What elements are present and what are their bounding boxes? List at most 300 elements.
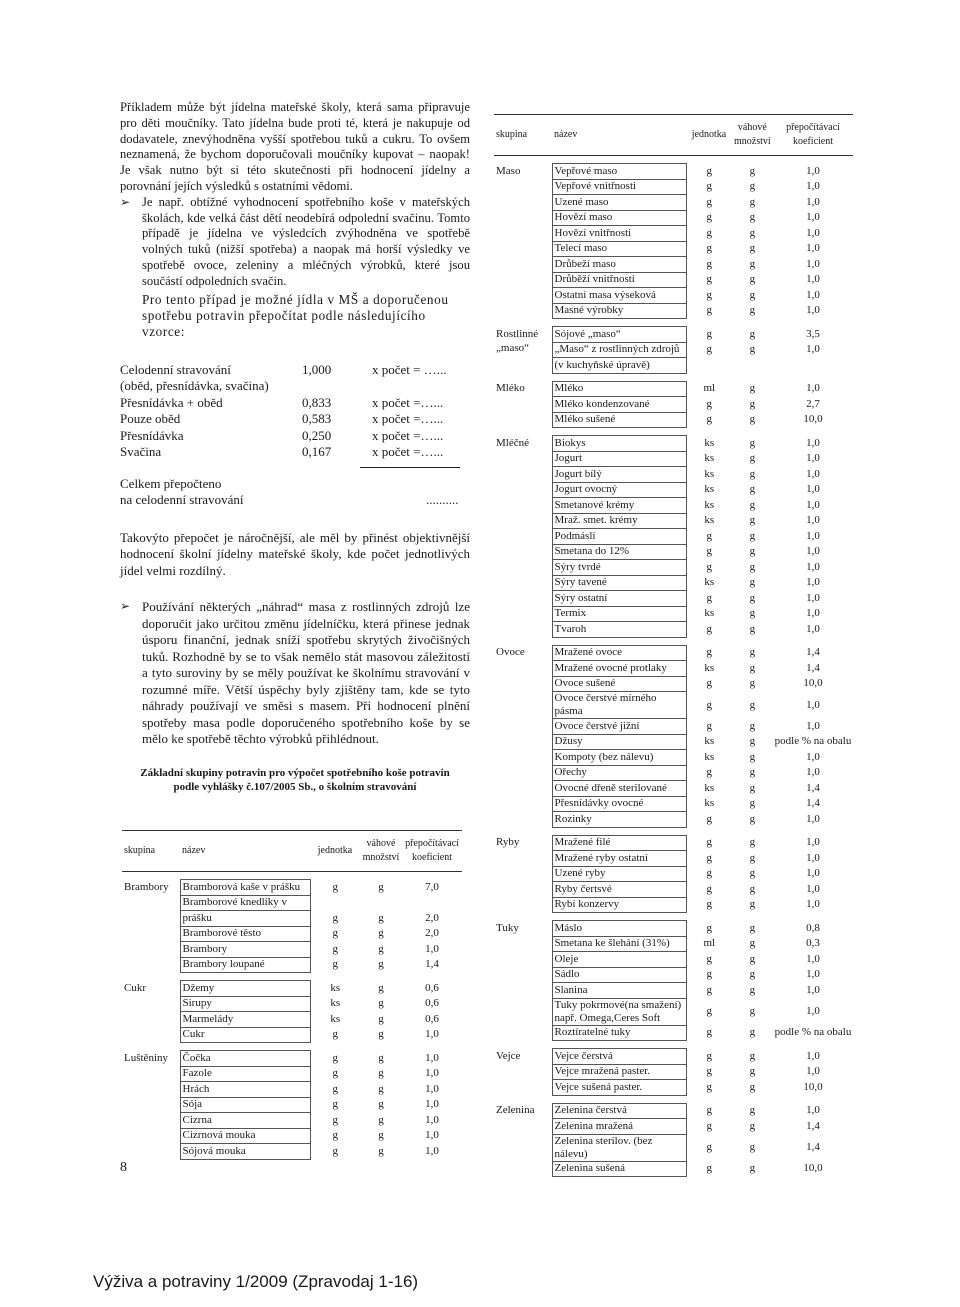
- table-header-row: [494, 115, 853, 156]
- header-vahove: váhové množství: [734, 122, 771, 147]
- item-weight-unit: g: [749, 560, 756, 573]
- item-coefficient: 1,0: [806, 483, 820, 496]
- item-coefficient: 1,0: [806, 867, 820, 880]
- item-coefficient: 1,0: [806, 382, 820, 395]
- header-nazev: název: [554, 129, 578, 140]
- group-label: Tuky: [496, 921, 519, 934]
- item-coefficient: 1,0: [425, 1082, 439, 1095]
- header-nazev: název: [182, 845, 206, 856]
- group-spacer: [122, 872, 462, 880]
- item-coefficient: 0,3: [806, 937, 820, 950]
- item-unit: g: [706, 226, 712, 239]
- item-coefficient: 1,0: [425, 1051, 439, 1064]
- item-weight-unit: g: [749, 646, 756, 659]
- group-spacer: [494, 428, 853, 436]
- item-unit: ml: [703, 382, 716, 395]
- item-unit: ks: [704, 576, 715, 589]
- item-unit: ks: [704, 498, 715, 511]
- item-weight-unit: g: [749, 1162, 756, 1175]
- item-weight-unit: g: [749, 851, 756, 864]
- item-unit: g: [332, 1051, 338, 1064]
- item-unit: g: [706, 646, 712, 659]
- item-name: Bramborové knedlíky v: [180, 895, 310, 911]
- item-unit: g: [706, 545, 712, 558]
- item-coefficient: 1,0: [806, 529, 820, 542]
- item-coefficient: 1,0: [806, 1104, 820, 1117]
- item-weight-unit: g: [749, 661, 756, 674]
- item-name: Vejce sušená paster.: [552, 1080, 686, 1096]
- item-name: Zelenina mražená: [552, 1119, 686, 1135]
- formula-row: Přesnídávka + oběd 0,833 x počet =…...: [120, 394, 444, 410]
- food-groups-table-left: [122, 830, 462, 1160]
- item-weight-unit: g: [749, 677, 756, 690]
- item-coefficient: 1,0: [806, 257, 820, 270]
- item-name: Oleje: [552, 952, 686, 968]
- item-name: Ovoce čerstvé mírného pásma: [552, 692, 686, 719]
- table-header-row: [122, 831, 462, 872]
- item-unit: g: [706, 211, 712, 224]
- item-weight-unit: g: [749, 242, 756, 255]
- item-name: Vepřové maso: [552, 164, 686, 180]
- item-name: Bramborová kaše v prášku: [180, 880, 310, 896]
- table-row: [494, 835, 853, 851]
- item-unit: g: [706, 304, 712, 317]
- group-spacer: [494, 373, 853, 381]
- item-name: Tvaroh: [552, 622, 686, 638]
- group-label: Brambory: [124, 880, 169, 893]
- item-coefficient: 1,0: [806, 195, 820, 208]
- group-label: Maso: [496, 164, 521, 177]
- item-unit: g: [706, 413, 712, 426]
- item-weight-unit: g: [749, 164, 756, 177]
- item-name: Roztíratelné tuky: [552, 1025, 686, 1041]
- item-unit: ks: [704, 452, 715, 465]
- item-name: Sýry ostatní: [552, 591, 686, 607]
- formula-total: Celkem přepočteno na celodenní stravování ..........: [120, 475, 459, 507]
- item-weight-unit: g: [749, 273, 756, 286]
- item-name: Smetana do 12%: [552, 544, 686, 560]
- item-coefficient: podle % na obalu: [774, 1026, 852, 1039]
- item-coefficient: 1,4: [806, 661, 820, 674]
- table: [494, 114, 853, 1177]
- item-name: Sýry tvrdé: [552, 560, 686, 576]
- item-name: Zelenina sušená: [552, 1161, 686, 1177]
- item-name: Mraž. smet. krémy: [552, 513, 686, 529]
- item-name: Biokys: [552, 436, 686, 452]
- paragraph-recalc: Takovýto přepočet je náročnější, ale měl by přinést objektivnější hodnocení školní jídelny mateřské školy, kde počet jednotlivých jídel velmi rozdílný.: [120, 529, 470, 578]
- item-unit: g: [706, 1049, 712, 1062]
- item-weight-unit: g: [749, 698, 756, 711]
- item-name: Vejce mražená paster.: [552, 1064, 686, 1080]
- item-unit: g: [706, 1080, 712, 1093]
- item-unit: g: [706, 1119, 712, 1132]
- item-weight-unit: g: [749, 867, 756, 880]
- item-unit: ks: [704, 467, 715, 480]
- item-unit: g: [706, 560, 712, 573]
- item-name: Cizrnová mouka: [180, 1128, 310, 1144]
- arrow-bullet-icon: ➢: [120, 194, 131, 209]
- item-unit: g: [332, 911, 338, 924]
- table-row: [494, 1103, 853, 1119]
- item-unit: g: [706, 622, 712, 635]
- item-name: Rozinky: [552, 812, 686, 828]
- item-weight-unit: g: [749, 952, 756, 965]
- item-unit: g: [706, 952, 712, 965]
- item-unit: g: [706, 273, 712, 286]
- item-weight-unit: g: [749, 327, 756, 340]
- item-unit: g: [706, 242, 712, 255]
- item-coefficient: 1,0: [425, 1028, 439, 1041]
- item-weight-unit: g: [378, 1098, 384, 1111]
- item-unit: g: [706, 397, 712, 410]
- item-weight-unit: g: [749, 797, 756, 810]
- item-weight-unit: g: [378, 997, 384, 1010]
- item-coefficient: 0,6: [425, 981, 439, 994]
- item-coefficient: 1,0: [806, 719, 820, 732]
- item-unit: ks: [704, 607, 715, 620]
- item-name: Drůběží vnitřnosti: [552, 272, 686, 288]
- item-name: Ovocné dřeně sterilované: [552, 781, 686, 797]
- item-name: Ryby čertsvé: [552, 882, 686, 898]
- item-name: Vejce čerstvá: [552, 1049, 686, 1065]
- item-name: Bramborové těsto: [180, 926, 310, 942]
- table-row: [122, 1051, 462, 1067]
- item-unit: g: [706, 529, 712, 542]
- header-koeficient: přepočítávací koeficient: [786, 122, 840, 147]
- item-coefficient: 1,0: [806, 698, 820, 711]
- item-weight-unit: g: [378, 942, 384, 955]
- group-spacer: [494, 827, 853, 835]
- item-unit: g: [706, 257, 712, 270]
- item-weight-unit: g: [749, 812, 756, 825]
- item-weight-unit: g: [749, 750, 756, 763]
- item-coefficient: podle % na obalu: [774, 735, 852, 748]
- item-unit: g: [332, 1098, 338, 1111]
- item-name: Masné výrobky: [552, 303, 686, 319]
- item-weight-unit: g: [749, 397, 756, 410]
- item-name: prášku: [180, 911, 310, 927]
- item-weight-unit: g: [749, 195, 756, 208]
- arrow-bullet-icon: ➢: [120, 599, 131, 614]
- item-coefficient: 1,0: [806, 1049, 820, 1062]
- item-coefficient: 1,0: [806, 288, 820, 301]
- header-skupina: skupina: [124, 845, 156, 856]
- item-unit: g: [332, 927, 338, 940]
- item-name: Kompoty (bez nálevu): [552, 750, 686, 766]
- item-weight-unit: g: [378, 1082, 384, 1095]
- item-coefficient: 1,0: [425, 942, 439, 955]
- item-weight-unit: g: [749, 1026, 756, 1039]
- group-spacer: [494, 913, 853, 921]
- footer-journal: Výživa a potraviny 1/2009 (Zpravodaj 1-16): [93, 1272, 419, 1291]
- item-unit: ml: [703, 937, 716, 950]
- item-name: Tuky pokrmové(na smažení) např. Omega,Ceres Soft: [552, 998, 686, 1025]
- group-label: Ryby: [496, 836, 520, 848]
- item-coefficient: 0,6: [425, 1012, 439, 1025]
- item-weight-unit: g: [378, 911, 384, 924]
- item-name: Fazole: [180, 1066, 310, 1082]
- item-weight-unit: g: [378, 981, 384, 994]
- item-name: Přesnídávky ovocné: [552, 796, 686, 812]
- item-coefficient: 1,4: [806, 1141, 820, 1153]
- item-weight-unit: g: [749, 343, 756, 356]
- item-name: Zelenina sterilov. (bez nálevu): [552, 1134, 686, 1161]
- header-skupina: skupina: [496, 129, 528, 140]
- item-coefficient: 1,0: [806, 560, 820, 573]
- item-weight-unit: g: [749, 591, 756, 604]
- item-unit: g: [706, 677, 712, 690]
- item-name: Sója: [180, 1097, 310, 1113]
- item-weight-unit: g: [749, 226, 756, 239]
- item-name: Hrách: [180, 1082, 310, 1098]
- item-unit: g: [706, 180, 712, 193]
- item-coefficient: 1,0: [806, 851, 820, 864]
- item-weight-unit: g: [749, 882, 756, 895]
- item-weight-unit: g: [749, 529, 756, 542]
- item-weight-unit: g: [749, 483, 756, 496]
- item-weight-unit: g: [749, 413, 756, 426]
- item-name: Mléko sušené: [552, 412, 686, 428]
- item-name: Podmáslí: [552, 529, 686, 545]
- item-unit: ks: [704, 436, 715, 449]
- item-name: Mražené ryby ostatní: [552, 851, 686, 867]
- item-coefficient: 1,0: [425, 1067, 439, 1080]
- item-name: Ovoce čerstvé jižní: [552, 719, 686, 735]
- item-coefficient: 1,0: [806, 226, 820, 239]
- item-coefficient: 1,0: [806, 750, 820, 763]
- item-name: Telecí maso: [552, 241, 686, 257]
- item-weight-unit: g: [378, 1028, 384, 1041]
- item-name: Jogurt bílý: [552, 467, 686, 483]
- item-name: Máslo: [552, 921, 686, 937]
- item-weight-unit: g: [378, 1067, 384, 1080]
- item-unit: ks: [704, 781, 715, 794]
- item-coefficient: 1,0: [806, 607, 820, 620]
- item-weight-unit: [732, 358, 773, 374]
- item-weight-unit: g: [749, 937, 756, 950]
- item-coefficient: 1,0: [806, 545, 820, 558]
- item-coefficient: 1,0: [806, 273, 820, 286]
- item-coefficient: 1,0: [806, 622, 820, 635]
- item-unit: ks: [704, 735, 715, 748]
- table-row: [494, 1049, 853, 1065]
- item-name: „Maso“ z rostlinných zdrojů: [552, 342, 686, 358]
- formula-block: [120, 362, 470, 508]
- item-coefficient: 1,0: [806, 180, 820, 193]
- item-weight-unit: g: [749, 545, 756, 558]
- item-weight-unit: g: [749, 1005, 756, 1017]
- item-coefficient: 1,4: [806, 797, 820, 810]
- item-coefficient: 1,0: [806, 304, 820, 317]
- item-name: Drůbeží maso: [552, 257, 686, 273]
- item-unit: g: [706, 1005, 712, 1017]
- item-unit: g: [706, 882, 712, 895]
- item-unit: g: [706, 591, 712, 604]
- item-unit: g: [706, 1065, 712, 1078]
- item-weight-unit: g: [378, 958, 384, 971]
- item-weight-unit: g: [749, 766, 756, 779]
- item-coefficient: 1,4: [806, 781, 820, 794]
- item-name: Sójová mouka: [180, 1144, 310, 1160]
- item-weight-unit: g: [378, 1144, 384, 1157]
- item-unit: g: [706, 766, 712, 779]
- table-row: [494, 436, 853, 452]
- item-unit: g: [332, 1144, 338, 1157]
- item-coefficient: 1,0: [806, 211, 820, 224]
- item-name: Brambory: [180, 942, 310, 958]
- item-name: Brambory loupané: [180, 957, 310, 973]
- item-coefficient: 1,0: [806, 576, 820, 589]
- item-unit: g: [706, 921, 712, 934]
- item-name: Ořechy: [552, 765, 686, 781]
- item-coefficient: 1,0: [806, 952, 820, 965]
- item-unit: g: [332, 1129, 338, 1142]
- item-unit: [686, 358, 732, 374]
- item-weight-unit: g: [749, 607, 756, 620]
- item-coefficient: 1,0: [806, 452, 820, 465]
- item-coefficient: 3,5: [806, 327, 820, 340]
- item-weight-unit: g: [749, 921, 756, 934]
- formula-row: Svačina 0,167 x počet =…...: [120, 444, 444, 460]
- item-unit: ks: [704, 661, 715, 674]
- bullet-kindergarten: [120, 195, 470, 290]
- item-unit: g: [706, 288, 712, 301]
- item-name: Ovoce sušené: [552, 676, 686, 692]
- item-weight-unit: g: [749, 898, 756, 911]
- item-unit: g: [706, 164, 712, 177]
- item-name: Sádlo: [552, 967, 686, 983]
- item-unit: g: [706, 968, 712, 981]
- item-coefficient: 0,6: [425, 997, 439, 1010]
- item-coefficient: 1,0: [425, 1144, 439, 1157]
- item-coefficient: 1,0: [806, 343, 820, 356]
- item-unit: g: [706, 1104, 712, 1117]
- item-coefficient: 1,0: [806, 1065, 820, 1078]
- item-name: (v kuchyňské úpravě): [552, 358, 686, 374]
- item-weight-unit: g: [378, 880, 384, 893]
- item-name: Ostatní masa výseková: [552, 288, 686, 304]
- item-unit: g: [332, 1067, 338, 1080]
- item-unit: g: [706, 812, 712, 825]
- item-name: Mléko kondenzované: [552, 397, 686, 413]
- header-koeficient: přepočítávací koeficient: [405, 838, 459, 863]
- item-weight-unit: g: [749, 1119, 756, 1132]
- item-weight-unit: g: [749, 1141, 756, 1153]
- item-weight-unit: g: [378, 927, 384, 940]
- item-weight-unit: g: [749, 1080, 756, 1093]
- item-coefficient: 1,4: [425, 958, 439, 971]
- item-name: Mražené ovoce: [552, 645, 686, 661]
- item-unit: [310, 895, 360, 911]
- item-unit: g: [706, 698, 712, 711]
- item-unit: g: [332, 1028, 338, 1041]
- item-unit: g: [332, 942, 338, 955]
- item-weight-unit: g: [749, 836, 756, 849]
- item-coefficient: [773, 358, 854, 374]
- item-name: Vepřové vnitřnosti: [552, 179, 686, 195]
- item-unit: g: [706, 983, 712, 996]
- item-unit: g: [706, 867, 712, 880]
- header-jednotka: jednotka: [691, 129, 727, 140]
- item-coefficient: 1,0: [806, 242, 820, 255]
- paragraph-intro: Příkladem může být jídelna mateřské školy, která sama připravuje pro děti moučníky. Tato jídelna bude proti té, která je nakupuje od dodavatele, znevýhodněna vyšší spotřebou tuků a cukru. To ovšem neznamená, že bychom doporučovali moučníky kupovat – naopak! Je však nutno být si této skutečnosti při hodnocení jídelny a porovnání jejích výsledků s ostatními vědomi.: [120, 100, 470, 193]
- item-weight-unit: g: [749, 211, 756, 224]
- item-unit: g: [706, 343, 712, 356]
- item-coefficient: 10,0: [803, 1162, 823, 1175]
- item-name: Hovězí vnitřnosti: [552, 226, 686, 242]
- item-coefficient: 2,0: [425, 911, 439, 924]
- table-caption: Základní skupiny potravin pro výpočet spotřebního koše potravin podle vyhlášky č.107/2005 Sb., o školním stravování: [140, 766, 450, 793]
- item-weight-unit: g: [749, 304, 756, 317]
- item-coefficient: 10,0: [803, 677, 823, 690]
- item-weight-unit: g: [749, 257, 756, 270]
- item-name: Čočka: [180, 1051, 310, 1067]
- table-row: [494, 645, 853, 661]
- item-unit: g: [706, 1026, 712, 1039]
- item-name: Marmelády: [180, 1012, 310, 1028]
- table: [122, 830, 462, 1160]
- table-row: [494, 327, 853, 343]
- table-row: [494, 921, 853, 937]
- item-coefficient: 1,0: [806, 766, 820, 779]
- group-spacer: [122, 1043, 462, 1051]
- item-weight-unit: [360, 895, 402, 911]
- item-coefficient: 10,0: [803, 413, 823, 426]
- group-label: Ovoce: [496, 646, 525, 658]
- item-name: Termix: [552, 606, 686, 622]
- group-spacer: [494, 319, 853, 327]
- item-name: Slanina: [552, 983, 686, 999]
- item-weight-unit: g: [749, 514, 756, 527]
- item-unit: ks: [704, 750, 715, 763]
- table-row: [494, 381, 853, 397]
- group-spacer: [494, 1041, 853, 1049]
- group-label: Luštěniny: [124, 1051, 168, 1064]
- item-coefficient: 1,0: [806, 898, 820, 911]
- item-weight-unit: g: [749, 382, 756, 395]
- item-coefficient: 0,8: [806, 921, 820, 934]
- item-weight-unit: g: [749, 467, 756, 480]
- item-name: Jogurt ovocný: [552, 482, 686, 498]
- item-weight-unit: g: [749, 288, 756, 301]
- item-unit: ks: [704, 483, 715, 496]
- item-name: Cukr: [180, 1027, 310, 1043]
- item-weight-unit: g: [749, 968, 756, 981]
- group-label: Zelenina: [496, 1104, 535, 1116]
- item-name: Cizrna: [180, 1113, 310, 1129]
- group-spacer: [494, 637, 853, 645]
- item-weight-unit: g: [378, 1129, 384, 1142]
- group-label: Mléko: [496, 382, 525, 394]
- item-coefficient: 1,0: [806, 498, 820, 511]
- left-column: [120, 100, 470, 794]
- item-name: Rybí konzervy: [552, 897, 686, 913]
- table-row: [494, 164, 853, 180]
- formula-row: Přesnídávka 0,250 x počet =…...: [120, 427, 444, 443]
- item-name: Džemy: [180, 981, 310, 997]
- item-coefficient: 2,7: [806, 397, 820, 410]
- item-weight-unit: g: [749, 1065, 756, 1078]
- item-coefficient: 1,0: [806, 882, 820, 895]
- item-name: Hovězí maso: [552, 210, 686, 226]
- group-spacer: [494, 156, 853, 164]
- item-unit: g: [332, 1082, 338, 1095]
- item-coefficient: 1,0: [806, 591, 820, 604]
- group-label: Vejce: [496, 1049, 521, 1062]
- item-coefficient: 1,0: [425, 1129, 439, 1142]
- page-number: 8: [120, 1160, 127, 1175]
- item-coefficient: 1,4: [806, 646, 820, 659]
